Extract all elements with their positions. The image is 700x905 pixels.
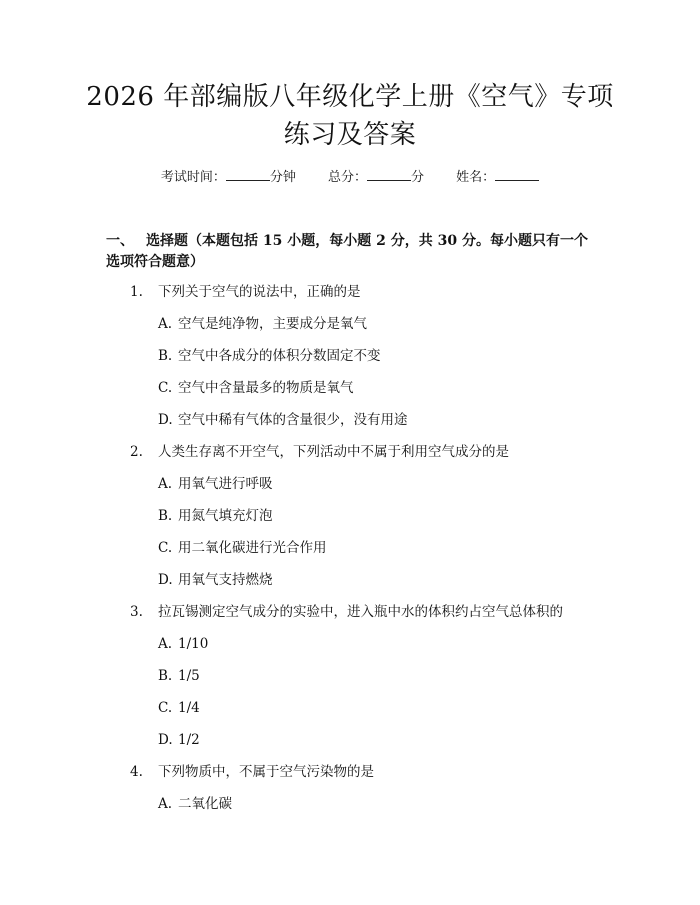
option-letter: D. [158,412,173,428]
question-3-option-c [158,698,200,718]
option-letter: B. [158,508,173,524]
question-stem: 人类生存离不开空气，下列活动中不属于利用空气成分的是 [158,444,509,460]
option-letter: A. [158,796,173,812]
document-title [60,78,640,154]
option-letter: D. [158,572,173,588]
question-1 [130,282,361,302]
option-text: 空气中含量最多的物质是氧气 [178,380,354,396]
title-line-2: 练习及答案 [283,120,417,150]
option-text: 1/4 [178,700,200,716]
question-3-option-d [158,730,200,750]
option-text: 空气中各成分的体积分数固定不变 [178,348,381,364]
option-letter: C. [158,540,173,556]
exam-info-row [0,166,700,188]
question-1-option-a [158,314,367,334]
question-1-option-c [158,378,354,398]
question-2 [130,442,509,462]
option-letter: D. [158,732,173,748]
option-text: 用氧气支持燃烧 [178,572,273,588]
option-text: 用二氧化碳进行光合作用 [178,540,327,556]
student-name-label: 姓名： [456,170,496,185]
option-letter: C. [158,700,173,716]
student-name [456,166,539,188]
question-1-option-d [158,410,408,430]
student-name-blank [495,166,539,181]
option-letter: A. [158,476,173,492]
section-heading [106,231,601,273]
question-2-option-c [158,538,327,558]
question-4 [130,762,374,782]
option-text: 1/5 [178,668,200,684]
question-number: 4. [130,764,143,780]
exam-time-blank [226,166,270,181]
option-text: 用氮气填充灯泡 [178,508,273,524]
section-number: 一、 [106,233,134,249]
option-text: 用氧气进行呼吸 [178,476,273,492]
option-text: 二氧化碳 [178,796,232,812]
exam-time [161,166,296,188]
question-number: 1. [130,284,143,300]
question-stem: 拉瓦锡测定空气成分的实验中，进入瓶中水的体积约占空气总体积的 [158,604,563,620]
title-line-1: 2026 年部编版八年级化学上册《空气》专项 [86,82,614,112]
question-3 [130,602,563,622]
total-score-blank [367,166,411,181]
option-text: 1/10 [178,636,209,652]
question-3-option-a [158,634,208,654]
question-2-option-b [158,506,273,526]
exam-time-label: 考试时间： [160,170,226,185]
option-text: 空气是纯净物，主要成分是氧气 [178,316,367,332]
question-1-option-b [158,346,381,366]
question-stem: 下列关于空气的说法中，正确的是 [158,284,361,300]
question-number: 3. [130,604,143,620]
option-letter: B. [158,348,173,364]
question-stem: 下列物质中，不属于空气污染物的是 [158,764,374,780]
question-4-option-a [158,794,232,814]
total-score-label: 总分： [327,170,367,185]
option-text: 空气中稀有气体的含量很少，没有用途 [178,412,408,428]
exam-time-unit: 分钟 [269,170,296,185]
option-letter: A. [158,636,173,652]
option-letter: C. [158,380,173,396]
question-2-option-d [158,570,273,590]
total-score [328,166,424,188]
total-score-unit: 分 [411,170,425,185]
section-title: 选择题（本题包括 15 小题，每小题 2 分，共 30 分。每小题只有一个选项符合题意） [106,233,588,270]
question-3-option-b [158,666,200,686]
question-2-option-a [158,474,273,494]
option-text: 1/2 [178,732,200,748]
question-number: 2. [130,444,143,460]
option-letter: A. [158,316,173,332]
option-letter: B. [158,668,173,684]
